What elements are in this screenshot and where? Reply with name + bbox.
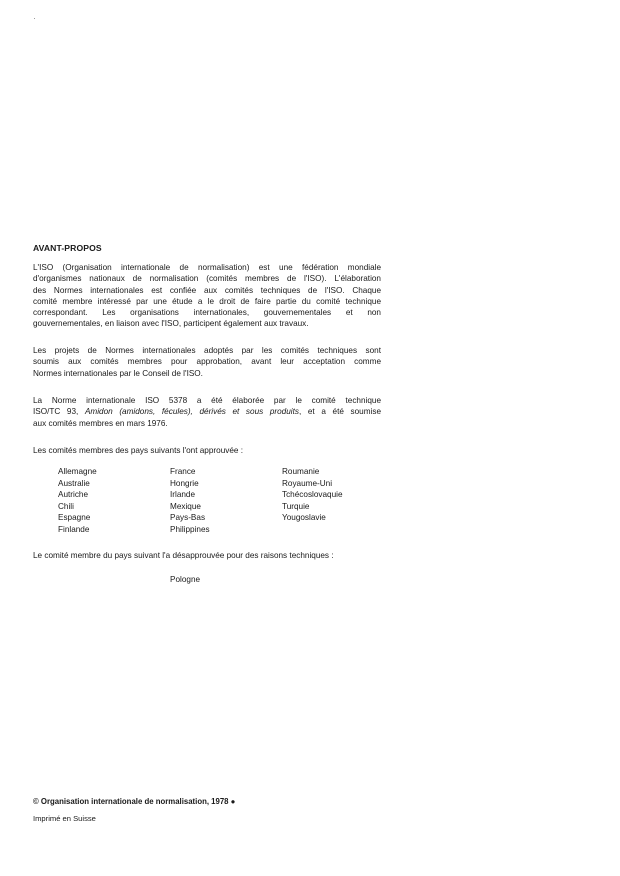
text-line: La Norme internationale ISO 5378 a été élaborée par le comité technique bbox=[33, 396, 381, 405]
country-name: Roumanie bbox=[282, 467, 320, 476]
country-name: Philippines bbox=[170, 524, 210, 534]
country-name: Yougoslavie bbox=[282, 513, 326, 523]
paragraph-disapproval-intro bbox=[33, 550, 381, 561]
country-name: Allemagne bbox=[58, 467, 97, 476]
country-name: Irlande bbox=[170, 490, 196, 500]
country-column-3 bbox=[282, 466, 343, 524]
country-name: Turquie bbox=[282, 501, 310, 511]
text-segment: , et a été soumise bbox=[298, 407, 382, 417]
text-line: Le comité membre du pays suivant l'a désapprouvée pour des raisons techniques : bbox=[33, 551, 334, 560]
country-name: Mexique bbox=[170, 501, 201, 511]
country-name: Autriche bbox=[58, 490, 89, 500]
section-heading: AVANT-PROPOS bbox=[33, 243, 102, 253]
country-name: Pays-Bas bbox=[170, 513, 206, 523]
country-name: Finlande bbox=[58, 524, 90, 534]
committee-title-italic: Amidon (amidons, fécules), dérivés et sous produits bbox=[84, 407, 299, 417]
paragraph-standard-origin bbox=[33, 395, 381, 429]
text-line: Les comités membres des pays suivants l'ont approuvée : bbox=[33, 446, 243, 455]
text-line: des Normes internationales est confiée aux comités techniques de l'ISO. Chaque bbox=[33, 285, 381, 295]
country-name: Royaume-Uni bbox=[282, 478, 333, 488]
text-line: Les projets de Normes internationales adoptés par les comités techniques sont bbox=[33, 346, 381, 355]
text-line: d'organismes nationaux de normalisation (comités membres de l'ISO). L'élaboration bbox=[33, 274, 381, 284]
paragraph-approvals-intro bbox=[33, 445, 381, 456]
printed-in-notice: Imprimé en Suisse bbox=[33, 814, 96, 823]
text-line: soumis aux comités membres pour approbation, avant leur acceptation comme bbox=[33, 357, 381, 367]
country-name: Australie bbox=[58, 478, 90, 488]
country-name: Chili bbox=[58, 501, 74, 511]
country-name: Espagne bbox=[58, 513, 91, 523]
text-segment: ISO/TC 93, bbox=[33, 407, 85, 417]
country-name: Hongrie bbox=[170, 478, 199, 488]
paragraph-iso-description bbox=[33, 262, 381, 330]
country-name: France bbox=[170, 467, 196, 476]
country-column-2 bbox=[170, 466, 210, 536]
scan-speck bbox=[34, 18, 35, 19]
country-column-1 bbox=[58, 466, 97, 536]
text-line: Normes internationales par le Conseil de l'ISO. bbox=[33, 368, 203, 378]
disapproving-country: Pologne bbox=[170, 575, 201, 584]
copyright-notice: © Organisation internationale de normalisation, 1978 ● bbox=[33, 797, 236, 806]
paragraph-draft-standards bbox=[33, 345, 381, 379]
text-line: correspondant. Les organisations internationales, gouvernementales et non bbox=[33, 308, 381, 318]
text-line-with-italic bbox=[33, 406, 381, 417]
text-line: L'ISO (Organisation internationale de normalisation) est une fédération mondiale bbox=[33, 263, 381, 272]
text-line: aux comités membres en mars 1976. bbox=[33, 418, 168, 428]
text-line: gouvernementales, en liaison avec l'ISO, participent également aux travaux. bbox=[33, 319, 309, 329]
text-line: comité membre intéressé par une étude a le droit de faire partie du comité technique bbox=[33, 296, 381, 306]
country-name: Tchécoslovaquie bbox=[282, 490, 343, 500]
